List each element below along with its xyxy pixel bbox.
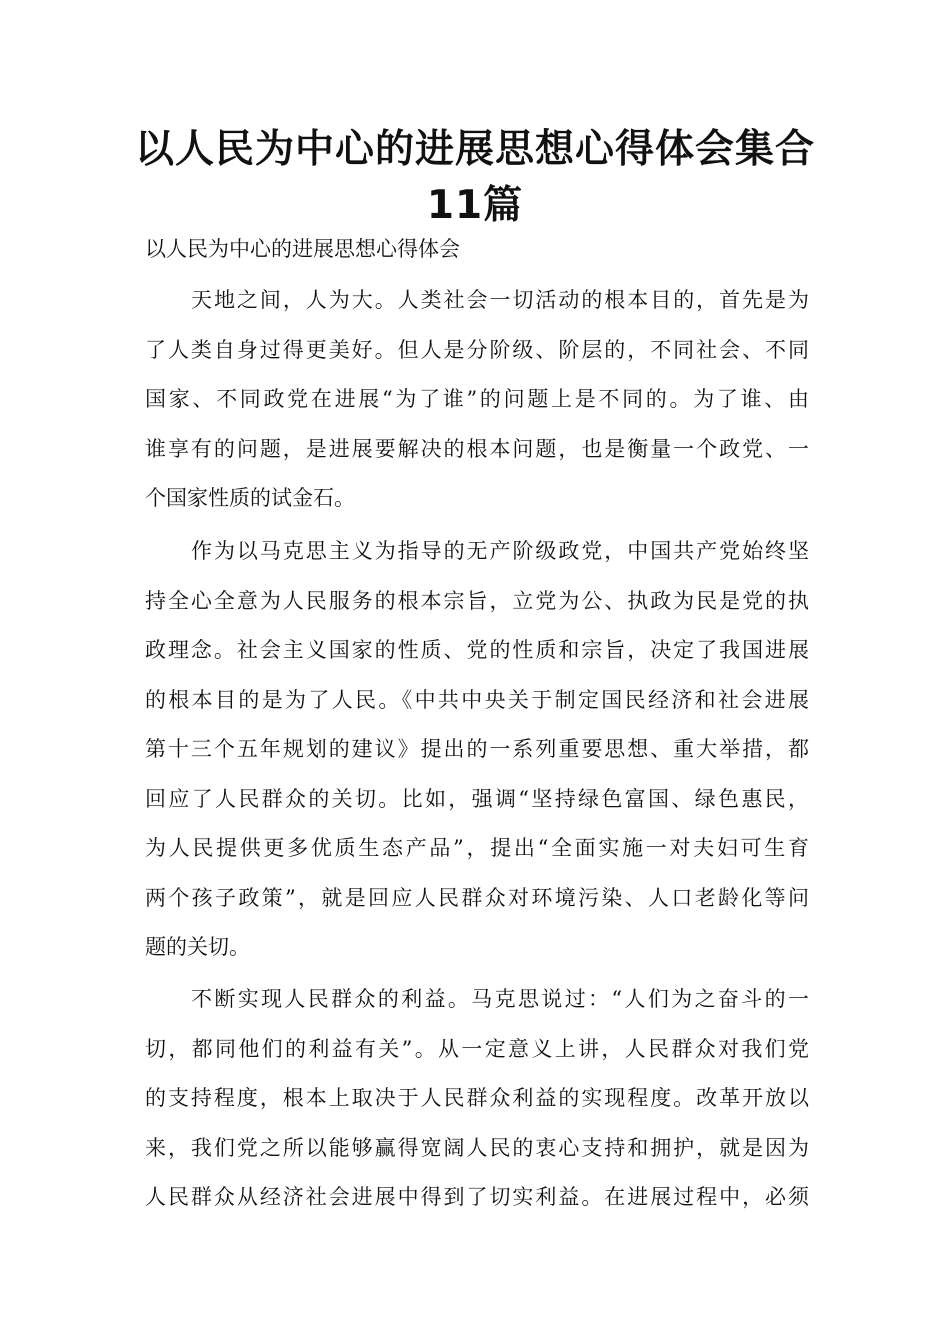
text-line: 天地之间，人为大。人类社会一切活动的根本目的，首先是为 [191, 288, 809, 312]
document-subtitle: 以人民为中心的进展思想心得体会 [145, 237, 460, 261]
title-line-1: 以人民为中心的进展思想心得体会集合 [134, 127, 815, 172]
text-line: 持全心全意为人民服务的根本宗旨，立党为公、执政为民是党的执 [145, 588, 809, 613]
text-line: 了人类自身过得更美好。但人是分阶级、阶层的，不同社会、不同 [145, 337, 809, 362]
text-line: 第十三个五年规划的建议》提出的一系列重要思想、重大举措，都 [145, 737, 809, 761]
paragraph-2 [145, 527, 809, 973]
text-line: 政理念。社会主义国家的性质、党的性质和宗旨，决定了我国进展 [145, 638, 809, 662]
paragraph-3 [145, 975, 809, 1223]
text-line: 国家、不同政党在进展“为了谁”的问题上是不同的。为了谁、由 [145, 387, 809, 411]
text-line: 人民群众从经济社会进展中得到了切实利益。在进展过程中，必须 [145, 1185, 809, 1209]
document-title [100, 122, 850, 234]
text-line: 为人民提供更多优质生态产品”，提出“全面实施一对夫妇可生育 [145, 836, 809, 860]
text-line: 不断实现人民群众的利益。马克思说过：“人们为之奋斗的一 [191, 987, 809, 1011]
text-line: 回应了人民群众的关切。比如，强调“坚持绿色富国、绿色惠民， [145, 786, 809, 811]
text-line: 来，我们党之所以能够赢得宽阔人民的衷心支持和拥护，就是因为 [145, 1135, 809, 1160]
text-line: 切，都同他们的利益有关”。从一定意义上讲，人民群众对我们党 [145, 1036, 809, 1061]
text-line: 作为以马克思主义为指导的无产阶级政党，中国共产党始终坚 [191, 539, 809, 563]
text-line: 的支持程度，根本上取决于人民群众利益的实现程度。改革开放以 [145, 1086, 809, 1110]
text-line: 个国家性质的试金石。 [145, 486, 355, 510]
text-line: 两个孩子政策”，就是回应人民群众对环境污染、人口老龄化等问 [145, 885, 809, 910]
paragraph-1 [145, 276, 809, 524]
text-line: 的根本目的是为了人民。《中共中央关于制定国民经济和社会进展 [145, 687, 809, 712]
text-line: 谁享有的问题，是进展要解决的根本问题，也是衡量一个政党、一 [145, 436, 809, 461]
title-line-2: 11篇 [426, 183, 524, 228]
text-line: 题的关切。 [145, 935, 250, 959]
